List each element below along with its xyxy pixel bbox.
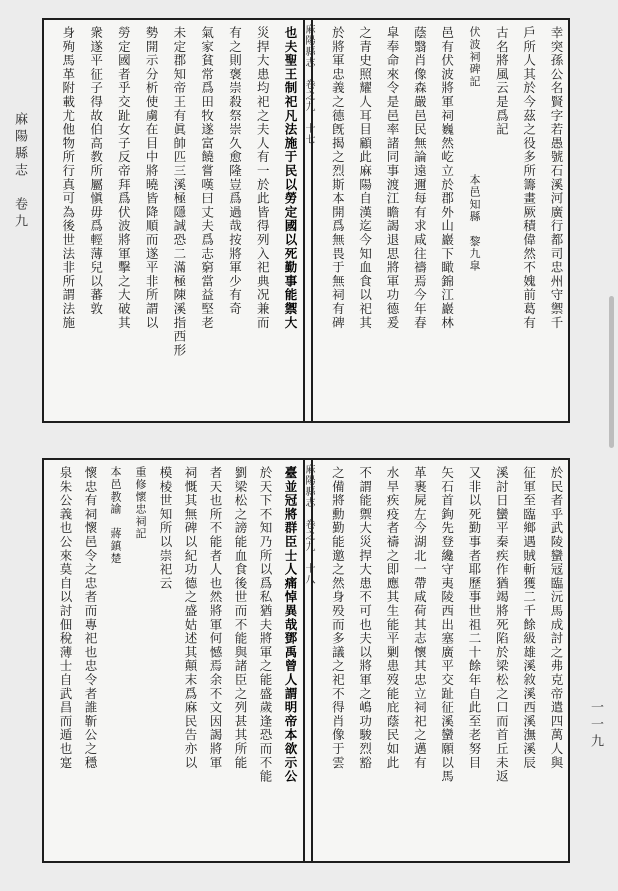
text-column: 未定郡知帝王有眞帥匹三溪極隱誠恐二滿極陳溪指西形 [171,26,187,358]
text-column: 有之則褒崇殺祭崇久愈隆豈爲過哉按將軍少有奇 [227,26,243,316]
text-column: 氣家貧常爲田牧遂富饒嘗嘆曰丈夫爲志窮當益堅老 [199,26,215,330]
text-column: 幸突孫公名賢字若愚號石溪河廣行都司忠州守禦千 [549,26,564,330]
book-title-label: 麻陽縣志 卷九 [12,112,27,231]
text-column: 於天下不知乃所以爲私猶夫將軍之能盛歲逢恐而不能 [258,466,273,784]
bottom-page-gutter [303,460,313,861]
top-left-text-block [44,20,302,421]
text-column: 泉朱公義也公來莫自以討佃稅薄士自武昌而遁也寔 [58,466,73,770]
text-column: 懷忠有祠懷邑令之忠者而專祀也忠令者誰靳公之穩 [83,466,98,770]
text-column: 衆遂平征子得故伯高教所屬愼毋爲輕薄兒以蕃敦 [88,26,104,316]
text-column: 者天也所不能者人也然將軍何憾焉余不文因謁將軍 [208,466,223,770]
text-column: 溪討日蠻平秦疾作猶竭將死陷於梁松之口而首丘未返 [494,466,510,784]
page-number-label: 一一九 [588,700,603,751]
text-column: 災捍大患均祀之夫人有一於此皆得列入祀典况兼而 [255,26,271,330]
text-column: 矢石首鉤先登纔守夷陵西出塞廣平交趾征溪蠻願以馬 [439,466,455,784]
text-column: 模棱世知所以崇祀云 [158,466,173,591]
text-column: 又非以死勤事者耶歷事世祖二十餘年自此至老努目 [467,466,482,770]
text-column: 之備將勳勤能邀之然身殁而多議之祀不得肖像于雲 [330,466,346,770]
bottom-gutter-label: 麻陽縣志 卷之九 十八 [303,464,314,585]
text-column: 戶所人其於今茲之役多所籌畫厥積偉然不媿前葛有 [521,26,537,330]
text-column: 古名將風云是爲記 [494,26,510,137]
top-right-text-block [314,20,568,421]
text-column: 臺並冠將群臣士人痛悼異哉鄧禹曾人謂明帝本欲示公 [283,466,298,784]
text-column: 邑有伏波將軍祠巍然屹立於郡外山巖下瞰錦江巖林 [439,26,455,330]
text-column: 革裹屍左今湖北一帶咸荷其志懷其忠立祠祀之邁有 [412,466,428,770]
bottom-right-text-block [314,460,568,861]
text-column: 之青史照耀人耳目顧此麻陽自漢迄今知血食以祀其 [357,26,373,330]
text-column: 劉梁松之謗能血食後世而不能與諸臣之列甚其所能 [233,466,248,770]
text-column: 伏波祠碑記 本邑知縣 黎九皐 [468,26,481,272]
text-column: 勢開示分析使虜在目中將曉皆降順而遂平非所謂以 [144,26,160,330]
text-column: 蔭翳肖像森嚴邑民無論遠邇每有求咸往禱焉今年春 [412,26,428,330]
bottom-page-scan [42,458,570,863]
text-column: 身殉馬革附載尤他物所行真可為後世法非所謂法施 [60,26,76,330]
text-column: 征軍至臨鄉遇賊斬獲二千餘級雄溪敘溪西溪潕溪辰 [521,466,537,770]
text-column: 皐奉命來令是邑率諸同事渡江瞻謁退思將軍功德爰 [385,26,400,330]
text-column: 也夫聖王制祀凡法施于民以勞定國以死勤事能禦大 [283,26,298,330]
text-column: 水旱疾疫者禱之即應其生能平剿患歿能庇蔭民如此 [385,466,400,770]
text-column: 於將軍忠義之德旣揭之烈斯本開爲無畏于無祠有碑 [330,26,346,330]
text-column: 本邑教諭 蔣鎮楚 [109,466,122,565]
text-column: 不謂能禦大災捍大患不可也夫以將軍之嶋功駿烈豁 [357,466,373,770]
top-page-gutter [303,20,313,421]
bottom-left-text-block [44,460,302,861]
text-column: 於民者乎武陵蠻冦臨沅馬成討之弗克帝遣四萬人與 [549,466,564,770]
text-column: 勞定國者乎交趾女子反帝拜爲伏波將軍擊之大破其 [116,26,132,330]
vertical-scrollbar[interactable] [609,296,614,448]
text-column: 祠慨其無碑以紀功德之盛姑述其顛末爲麻民告亦以 [183,466,198,770]
top-page-scan [42,18,570,423]
top-gutter-label: 麻陽縣志 卷之九 十七 [303,24,314,145]
text-column: 重修懷忠祠記 [134,466,147,540]
